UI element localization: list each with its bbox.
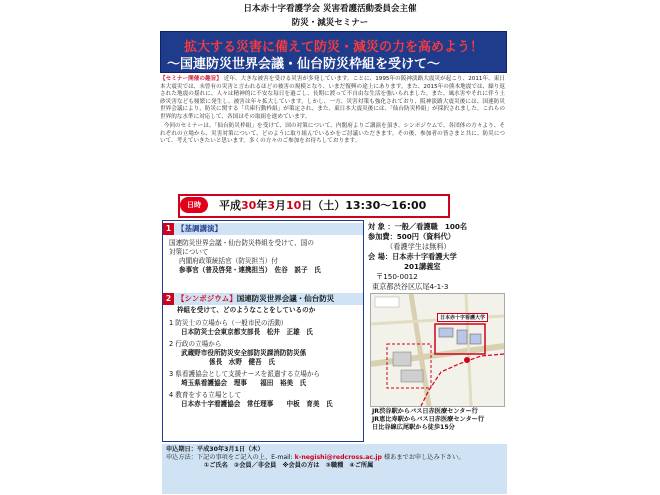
info-student: （看護学生は無料） [386, 242, 451, 251]
symposium-title: 【シンポジウム】 [177, 294, 237, 303]
panelist-4-role: 4 教育をする立場として [169, 391, 242, 399]
program-panel [162, 220, 364, 442]
seminar-title: 防災・減災セミナー [291, 18, 369, 28]
date-gatsu: 月 [274, 199, 286, 212]
info-room: 201講義室 [404, 262, 441, 271]
map-drawing [371, 294, 504, 406]
access-directions [372, 408, 504, 432]
location-marker-icon [464, 357, 470, 363]
date-rest: 日（土）13:30〜16:00 [301, 199, 427, 212]
banner-subheadline: 〜国連防災世界会議・仙台防災枠組を受けて〜 [167, 57, 441, 72]
panelist-3-role: 3 県看護協会として支援ナースを派遣する立場から [169, 370, 321, 378]
deadline: 申込期日：平成30年3月1日（木） [166, 446, 264, 453]
date-day-number: 10 [285, 199, 302, 212]
panelist-4-name: 日本赤十字看護協会 常任理事 中板 育美 氏 [181, 400, 333, 408]
access-line-3: 日比谷線広尾駅から徒歩15分 [372, 424, 455, 431]
event-date [219, 197, 426, 213]
date-year-label: 平成 [219, 199, 241, 212]
keynote-speaker: 参事官（普及啓発・連携担当） 佐谷 説子 氏 [179, 266, 321, 274]
date-month-number: 3 [267, 199, 275, 212]
intro-paragraph-2: 今回のセミナーは、「仙台防災枠組」を受けて、国の対策について、内閣府よりご講演を頂き、シンポジウムで、各団体の方々より、それぞれの立場から、災害対策について、どのように取り組んでいるかをご討議いただきます。その後、参加者の皆さまと共に、防災について、考えていきたいと思います。多くの方々のご参加をお待ちしております。 [160, 123, 505, 144]
organizer-line: 日本赤十字看護学会 災害看護活動委員会主催 [243, 4, 417, 14]
panelist-3-name: 埼玉県看護協会 理事 福田 裕美 氏 [181, 379, 307, 387]
info-zip: 〒150-0012 [376, 272, 418, 281]
symposium-header [163, 293, 363, 305]
intro-text [160, 76, 505, 146]
symposium-title-rest: 国連防災世界会議・仙台防災 [236, 294, 335, 303]
keynote-line-1: 国連防災世界会議・仙台防災枠組を受けて、国の [169, 239, 314, 247]
panelist-2-org: 武蔵野市役所防災安全部防災課消防防災係 [181, 349, 307, 357]
panelist-1-name: 日本防災士会東京都支部長 松井 正雄 氏 [181, 328, 313, 336]
info-fee: 参加費：500円（資料代） [368, 232, 455, 241]
access-line-2: JR恵比寿駅からバス日赤医療センター行 [372, 416, 485, 423]
date-year-number: 30 [241, 199, 257, 212]
keynote-line-2: 対策について [169, 248, 209, 256]
intro-paragraph-1: 近年、大きな被害を受ける災害が多発しています。ことに、1995年の阪神淡路大震災が起こり、2011年、東日本大震災では、未曾有の災害と言われるほどの被害の規模となり、いまだ復興の途上にあります。また、2015年の熊本地震では、繰り返された地震の揺れに、人々は精神的に不安な毎日を過ごし、長期に渡って不自由な生活を強いられました。また、風水害やそれに伴う土砂災害なども頻繁に発生し、被害は年々拡大しています。しかし、一方、災害対策も強化されており、阪神淡路大震災後には、国連防災世界会議により、防災に関する「兵庫行動枠組」が策定され、また、東日本大震災後には、「仙台防災枠組」が採択されました。これらの世界的な水準に対応して、各国はその取組を進めています。 [160, 76, 505, 120]
title-banner [160, 31, 507, 73]
symposium-number: 2 [163, 293, 174, 305]
access-map [370, 293, 505, 407]
date-badge: 日時 [180, 197, 208, 213]
contact-email[interactable]: k-negishi@redcross.ac.jp [294, 454, 382, 462]
keynote-title: 【基調講演】 [177, 224, 222, 233]
application-method-end: 様あまでお申し込み下さい。 [383, 454, 465, 462]
banner-headline: 拡大する災害に備えて防災・減災の力を高めよう！ [183, 40, 483, 55]
info-address: 東京都渋谷区広尾4-1-3 [372, 282, 449, 291]
keynote-details [169, 239, 361, 275]
keynote-line-3: 内閣府政策統括官（防災担当）付 [179, 257, 278, 265]
map-school-label: 日本赤十字看護大学 [437, 313, 488, 322]
date-nen: 年 [256, 199, 268, 212]
info-target: 対 象 ：一般／看護職 100名 [368, 222, 468, 231]
keynote-number: 1 [163, 223, 174, 235]
panelist-2-name: 係長 水野 健吾 氏 [209, 358, 275, 366]
info-venue: 会 場：日本赤十字看護大学 [368, 252, 457, 261]
access-line-1: JR渋谷駅からバス日赤医療センター行 [372, 408, 478, 415]
panelist-2-role: 2 行政の立場から [169, 340, 222, 348]
intro-tag: 【セミナー開催の趣旨】 [160, 76, 222, 82]
symposium-details [169, 306, 361, 409]
application-info [162, 444, 507, 494]
event-info [368, 222, 506, 292]
panelist-1-role: 1 防災士の立場から（一般市民の活動） [169, 319, 288, 327]
required-fields: ①ご氏名 ②会員／非会員 ※会員の方は ③職種 ④ご所属 [204, 462, 374, 470]
application-method: 申込方法：下記の事項をご記入の上、E-mail: [166, 454, 293, 462]
keynote-header [163, 223, 363, 235]
symposium-subtitle: 枠組を受けて、どのようなことをしているのか [177, 306, 316, 314]
